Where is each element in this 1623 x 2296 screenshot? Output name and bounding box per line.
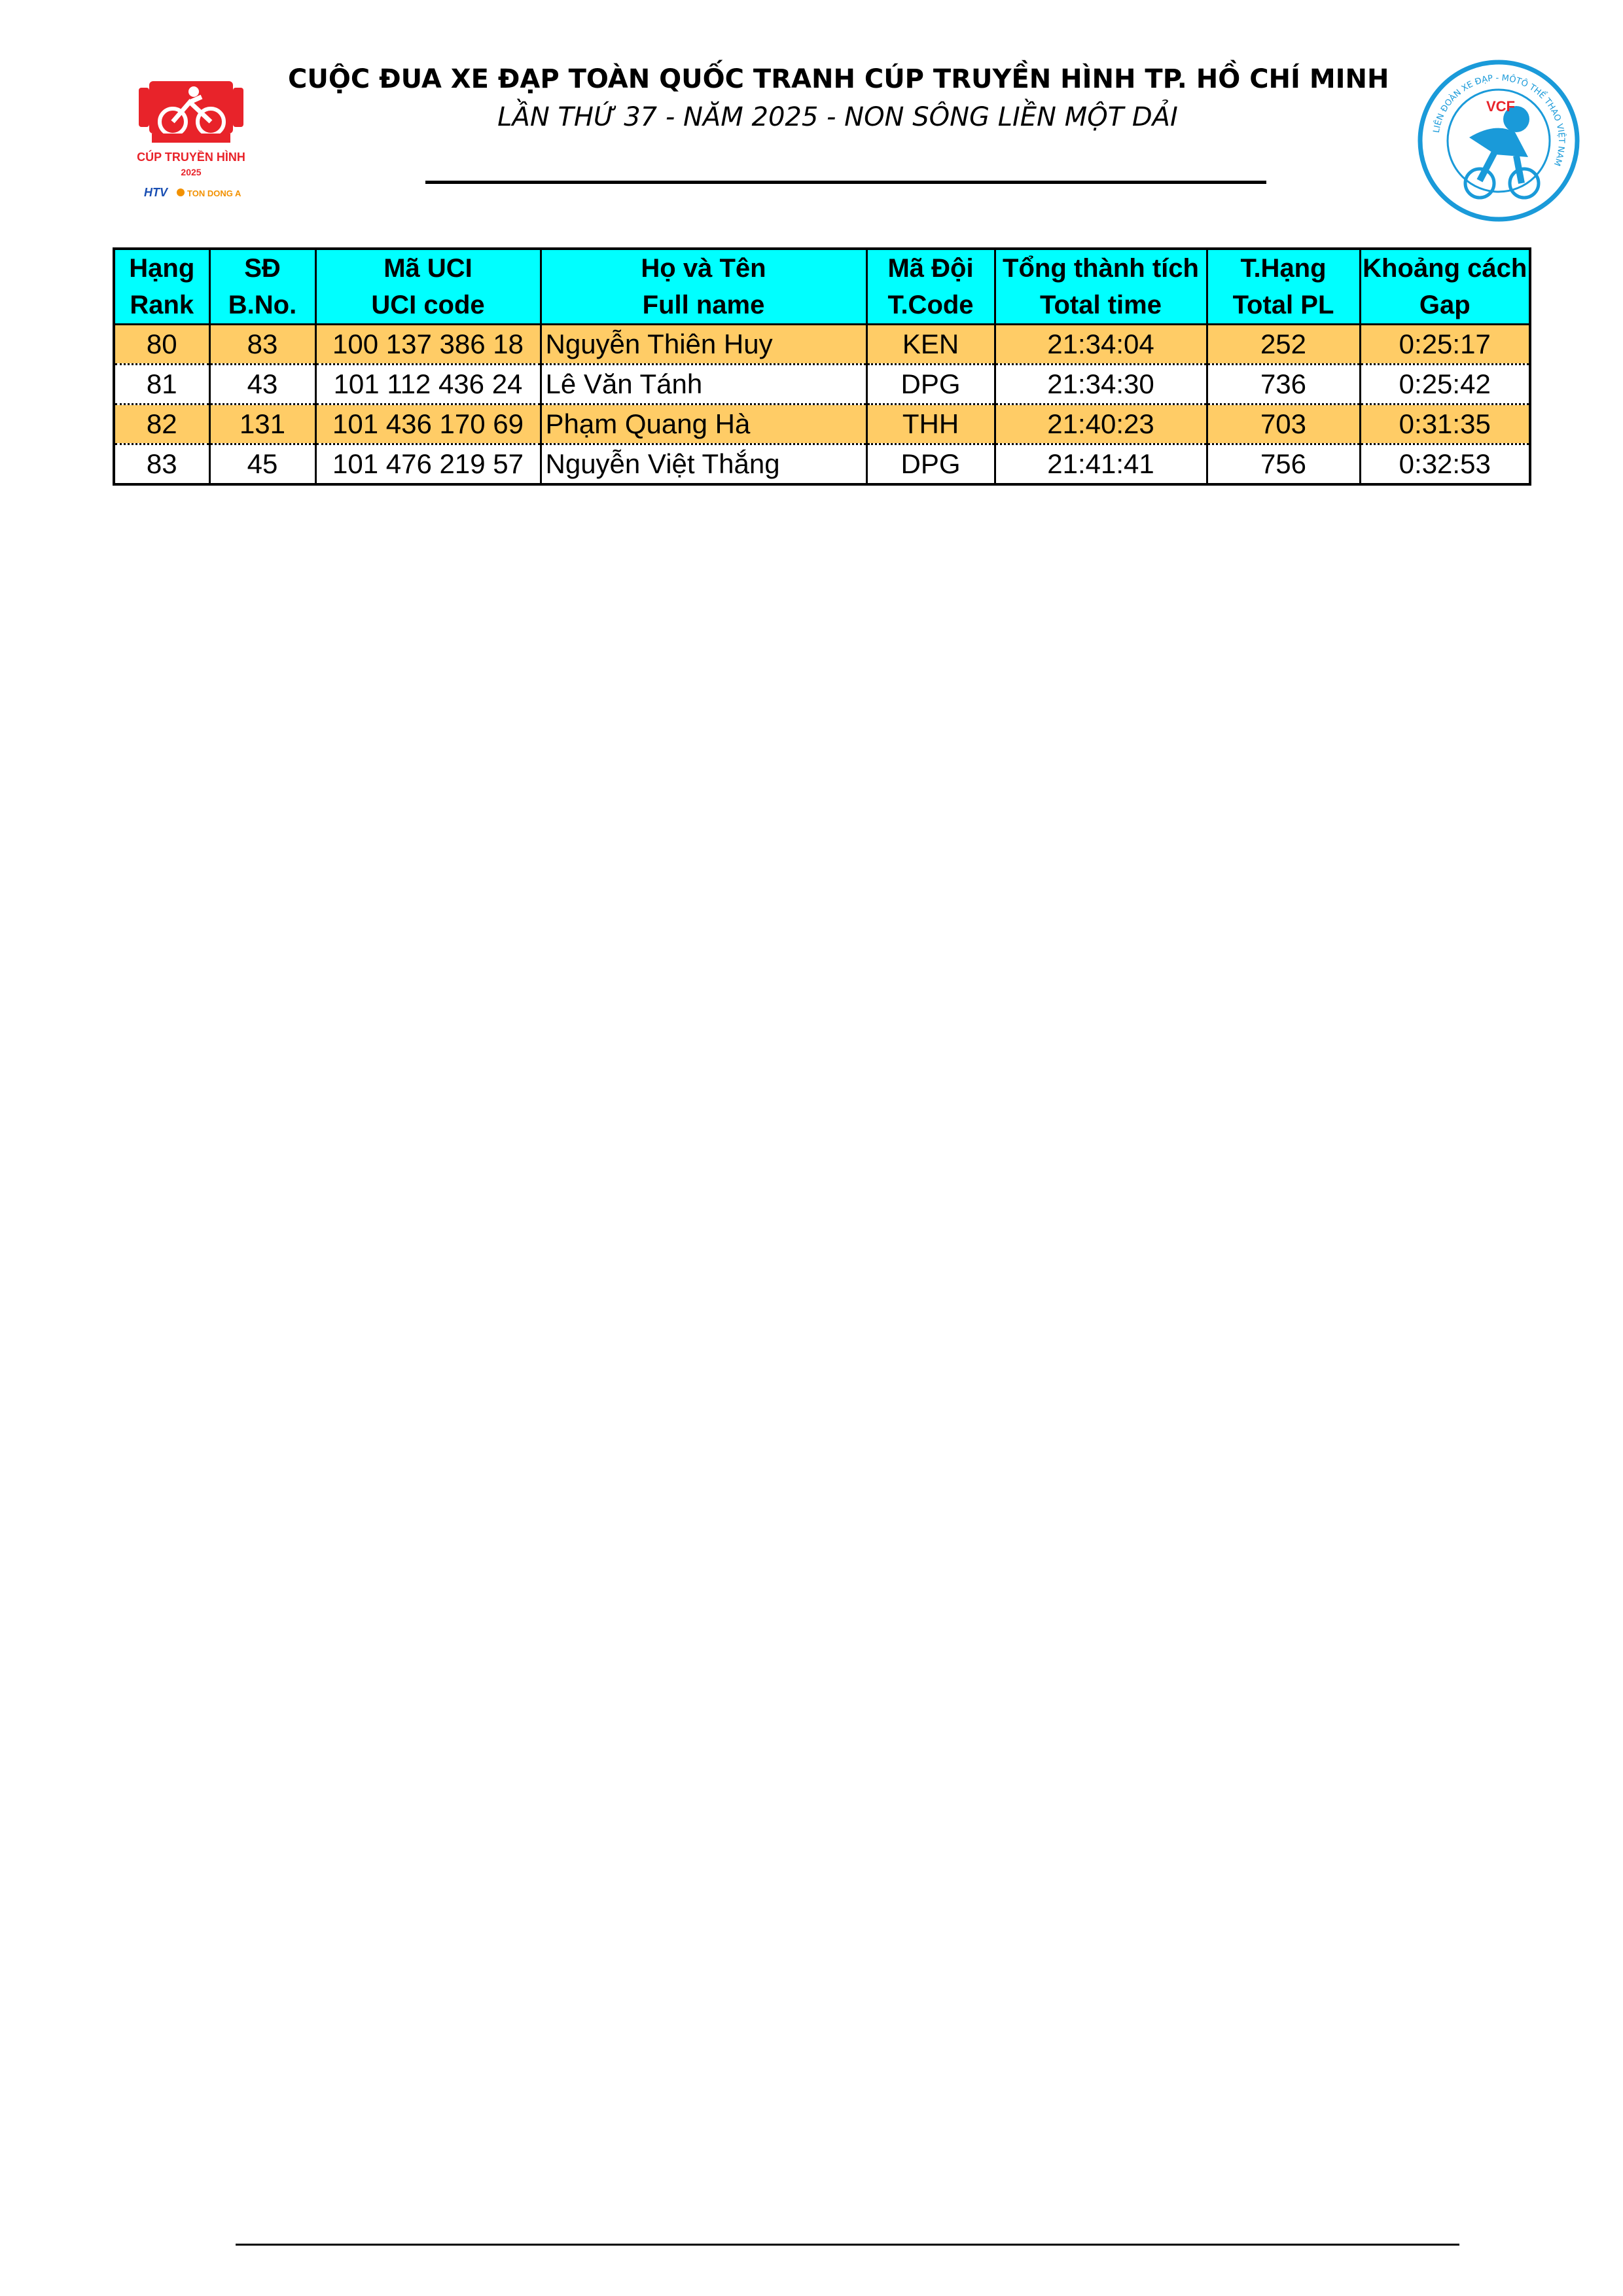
table-header-row <box>114 249 1530 325</box>
footer-divider <box>236 2244 1459 2246</box>
uci-cell: 101 112 436 24 <box>315 365 541 404</box>
total-pl-cell: 252 <box>1207 325 1360 365</box>
vcf-logo <box>1417 59 1580 223</box>
table-row <box>114 325 1530 365</box>
uci-cell: 100 137 386 18 <box>315 325 541 365</box>
time-cell: 21:40:23 <box>995 404 1207 444</box>
table-row <box>114 444 1530 485</box>
col-name-header: Họ và Tên Full name <box>541 249 866 325</box>
rank-cell: 80 <box>114 325 209 365</box>
time-cell: 21:34:30 <box>995 365 1207 404</box>
page-subtitle: LẦN THỨ 37 - NĂM 2025 - NON SÔNG LIỀN MỘT DẢI <box>497 102 1178 132</box>
bib-cell: 43 <box>209 365 315 404</box>
col-rank-header: Hạng Rank <box>114 249 209 325</box>
gap-cell: 0:32:53 <box>1360 444 1530 485</box>
total-pl-cell: 736 <box>1207 365 1360 404</box>
name-cell: Phạm Quang Hà <box>541 404 866 444</box>
uci-cell: 101 476 219 57 <box>315 444 541 485</box>
header-divider <box>425 181 1266 184</box>
bib-cell: 83 <box>209 325 315 365</box>
name-cell: Lê Văn Tánh <box>541 365 866 404</box>
rank-cell: 81 <box>114 365 209 404</box>
gap-cell: 0:25:17 <box>1360 325 1530 365</box>
results-table <box>113 247 1531 486</box>
time-cell: 21:41:41 <box>995 444 1207 485</box>
gap-cell: 0:31:35 <box>1360 404 1530 444</box>
team-cell: THH <box>866 404 995 444</box>
svg-text:VCF: VCF <box>1486 98 1515 115</box>
total-pl-cell: 756 <box>1207 444 1360 485</box>
time-cell: 21:34:04 <box>995 325 1207 365</box>
uci-cell: 101 436 170 69 <box>315 404 541 444</box>
svg-text:HTV: HTV <box>144 186 168 199</box>
table-row <box>114 404 1530 444</box>
team-cell: KEN <box>866 325 995 365</box>
col-uci-header: Mã UCI UCI code <box>315 249 541 325</box>
bib-cell: 131 <box>209 404 315 444</box>
col-total-pl-header: T.Hạng Total PL <box>1207 249 1360 325</box>
rank-cell: 82 <box>114 404 209 444</box>
team-cell: DPG <box>866 365 995 404</box>
col-team-header: Mã Đội T.Code <box>866 249 995 325</box>
table-row <box>114 365 1530 404</box>
page-title: CUỘC ĐUA XE ĐẠP TOÀN QUỐC TRANH CÚP TRUYỀN HÌNH TP. HỒ CHÍ MINH <box>288 64 1389 94</box>
cup-truyen-hinh-logo <box>113 65 270 215</box>
col-time-header: Tổng thành tích Total time <box>995 249 1207 325</box>
svg-text:TON DONG A: TON DONG A <box>187 188 241 198</box>
bib-cell: 45 <box>209 444 315 485</box>
name-cell: Nguyễn Việt Thắng <box>541 444 866 485</box>
name-cell: Nguyễn Thiên Huy <box>541 325 866 365</box>
svg-text:2025: 2025 <box>181 167 202 177</box>
col-bib-header: SĐ B.No. <box>209 249 315 325</box>
rank-cell: 83 <box>114 444 209 485</box>
svg-text:LIÊN ĐOÀN XE ĐẠP - MÔTÔ THỂ TH: LIÊN ĐOÀN XE ĐẠP - MÔTÔ THỂ THAO VIỆT NAM <box>1431 73 1567 168</box>
team-cell: DPG <box>866 444 995 485</box>
col-gap-header: Khoảng cách Gap <box>1360 249 1530 325</box>
svg-text:CÚP TRUYỀN HÌNH: CÚP TRUYỀN HÌNH <box>137 151 245 164</box>
total-pl-cell: 703 <box>1207 404 1360 444</box>
gap-cell: 0:25:42 <box>1360 365 1530 404</box>
header-titles <box>288 60 1387 136</box>
